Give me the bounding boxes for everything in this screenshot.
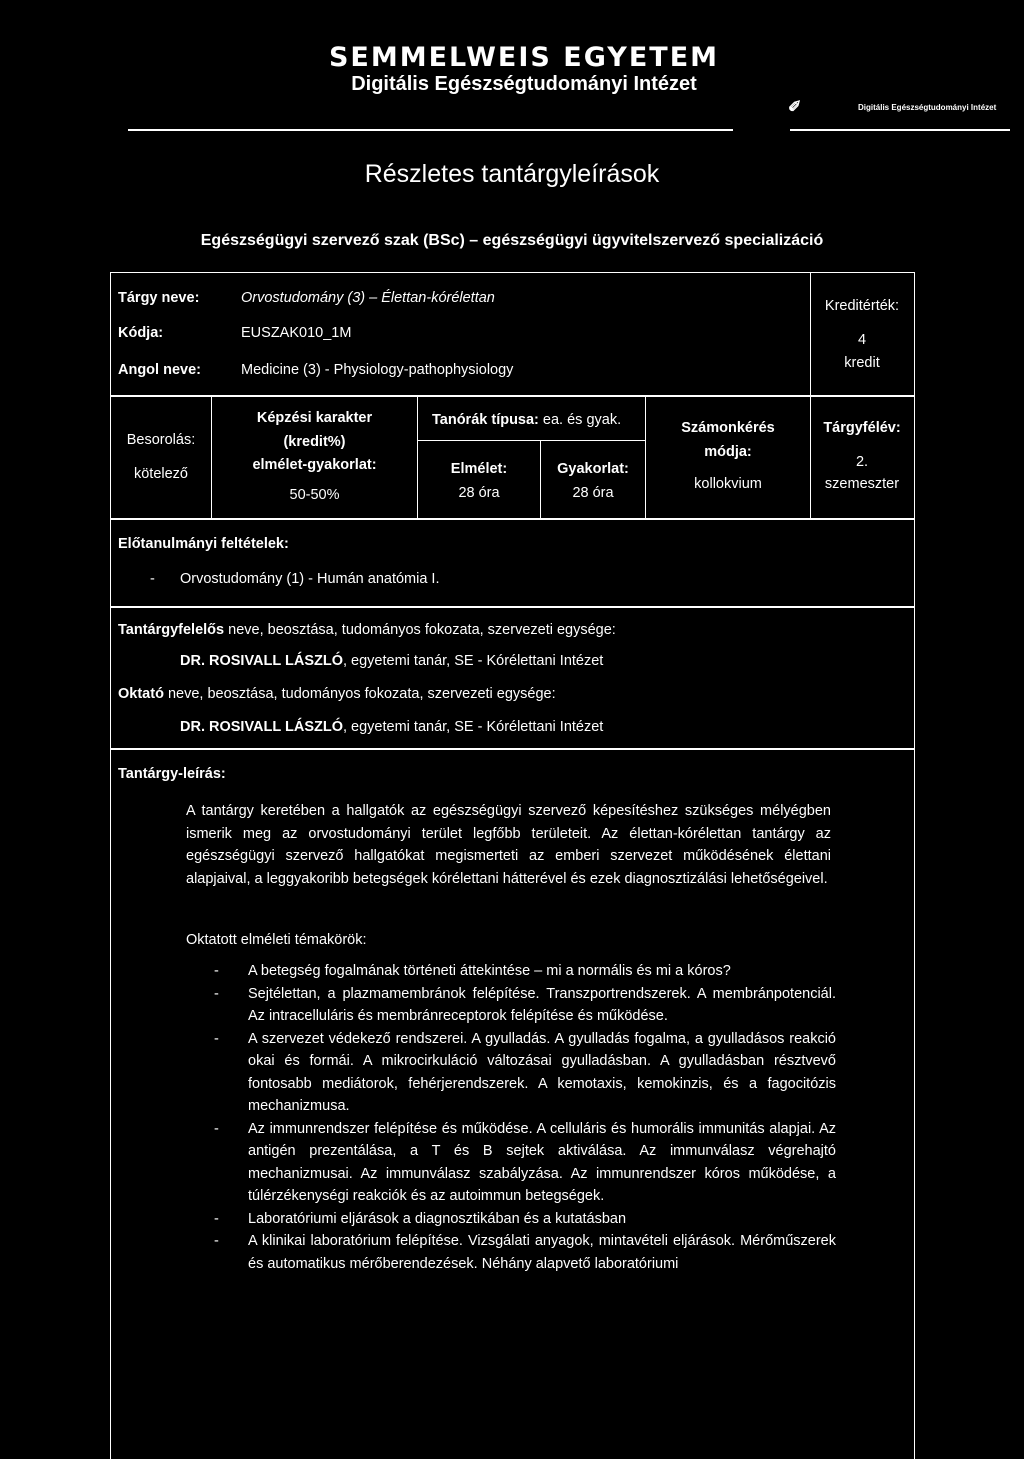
semester-value-1: 2. (855, 454, 869, 470)
page-title: Részletes tantárgyleírások (364, 160, 660, 188)
class-type-value: ea. és gyak. (542, 412, 622, 428)
course-code-label: Kódja: (118, 325, 164, 341)
responsible-heading (118, 622, 616, 638)
prerequisites-dash: - (150, 571, 155, 587)
header-rule-left (128, 129, 733, 131)
classification-label: Besorolás: (126, 432, 196, 448)
prerequisites-box (110, 518, 915, 608)
institute-name: Digitális Egészségtudományi Intézet (351, 73, 697, 95)
exam-label-2: módja: (704, 444, 752, 460)
class-type-rule (417, 440, 645, 441)
training-label-2: (kredit%) (283, 434, 346, 450)
classification-value: kötelező (133, 466, 188, 482)
responsible-heading-rest: neve, beosztása, tudományos fokozata, szervezeti egysége: (224, 622, 616, 638)
english-name-value: Medicine (3) - Physiology-pathophysiology (241, 362, 514, 378)
small-institute-name: Digitális Egészségtudományi Intézet (858, 103, 997, 112)
course-code-value: EUSZAK010_1M (241, 325, 352, 341)
teacher-info: , egyetemi tanár, SE - Kórélettani Intézet (343, 719, 604, 735)
course-name-value: Orvostudomány (3) – Élettan-kórélettan (241, 290, 495, 306)
theory-practice-divider (540, 440, 541, 519)
training-value: 50-50% (289, 487, 340, 503)
teacher-heading-bold: Oktató (118, 686, 164, 702)
list-item: - A szervezet védekező rendszerei. A gyulladás. A gyulladás fogalma, a gyulladásos reakció okai és formái. A mikrocirkuláció változásai gyulladásban. A gyulladásban résztvevő fontosabb mediátorok, fehérjerendszerek. A kemotaxis, kemokinzis, és a fagocitózis mechanizmusa. (214, 1030, 836, 1114)
prerequisites-label: Előtanulmányi feltételek: (118, 536, 289, 552)
practice-label: Gyakorlat: (557, 461, 629, 477)
semester-label: Tárgyfélév: (823, 420, 901, 436)
theory-label: Elmélet: (450, 461, 508, 477)
teacher-person (180, 719, 603, 735)
teacher-heading (118, 686, 556, 702)
course-info-box (110, 272, 915, 397)
training-label-3: elmélet-gyakorlat: (252, 457, 377, 473)
english-name-label: Angol neve: (118, 362, 201, 378)
responsible-heading-bold: Tantárgyfelelős (118, 622, 225, 638)
header-rule-right (790, 129, 1010, 131)
theory-value: 28 óra (458, 485, 500, 501)
list-item: - Az immunrendszer felépítése és működése. A celluláris és humorális immunitás alapjai. Az antigén prezentálása, a T és B sejtek aktiválása. Az immunválasz végrehajtó mechanizmusai. Az immunválasz szabályzása. Az immunrendszer kóros működése, a túlérzékenységi reakciók és az autoimmun betegségek. (214, 1120, 836, 1204)
class-type-label: Tanórák típusa: (432, 412, 539, 428)
credit-label: Kreditérték: (824, 298, 900, 314)
responsible-person (180, 653, 603, 669)
training-label-1: Képzési karakter (256, 410, 373, 426)
responsible-name: DR. ROSIVALL LÁSZLÓ (180, 653, 343, 669)
pen-logo-icon: ✐ (788, 99, 802, 116)
class-type (432, 412, 621, 428)
teacher-name: DR. ROSIVALL LÁSZLÓ (180, 719, 343, 735)
topics-label: Oktatott elméleti témakörök: (186, 932, 367, 948)
teacher-heading-rest: neve, beosztása, tudományos fokozata, szervezeti egysége: (163, 686, 556, 702)
course-name-label: Tárgy neve: (118, 290, 200, 306)
exam-value: kollokvium (694, 476, 762, 492)
practice-value: 28 óra (572, 485, 614, 501)
list-item: - A klinikai laboratórium felépítése. Vizsgálati anyagok, mintavételi eljárások. Mérőműszerek és automatikus mérőberendezések. Néhány alapvető laboratóriumi (214, 1233, 836, 1272)
list-item: - Laboratóriumi eljárások a diagnosztikában és a kutatásban (214, 1210, 627, 1227)
description-label: Tantárgy-leírás: (118, 766, 226, 782)
credit-value: 4 (857, 332, 867, 348)
list-item: - Sejtélettan, a plazmamembránok felépítése. Transzportrendszerek. A membránpotenciál. Az intracelluláris és membránreceptorok felépítése és működése. (214, 985, 836, 1024)
list-item: - A betegség fogalmának történeti áttekintése – mi a normális és mi a kóros? (214, 963, 731, 979)
description-text: A tantárgy keretében a hallgatók az egészségügyi szervező képesítéshez szükséges mélyégben ismerik meg az orvostudományi terület legfőbb területeit. Az élettan-kórélettan tantárgy az egészségügyi szervező hallgatókat megismerteti az emberi szervezet működésének élettani alapjaival, a leggyakoribb betegségek kórélettani hátterével és ezek diagnosztizálási lehetőségeivel. (186, 803, 831, 887)
credit-unit: kredit (844, 355, 880, 371)
page-subtitle: Egészségügyi szervező szak (BSc) – egészségügyi ügyvitelszervező specializáció (200, 232, 824, 249)
prerequisites-item: Orvostudomány (1) - Humán anatómia I. (180, 571, 440, 587)
university-name: SEMMELWEIS EGYETEM (328, 42, 720, 73)
semester-value-2: szemeszter (824, 476, 900, 492)
responsible-info: , egyetemi tanár, SE - Kórélettani Intézet (343, 653, 604, 669)
topics-list (186, 960, 836, 1275)
exam-label-1: Számonkérés (681, 420, 775, 436)
